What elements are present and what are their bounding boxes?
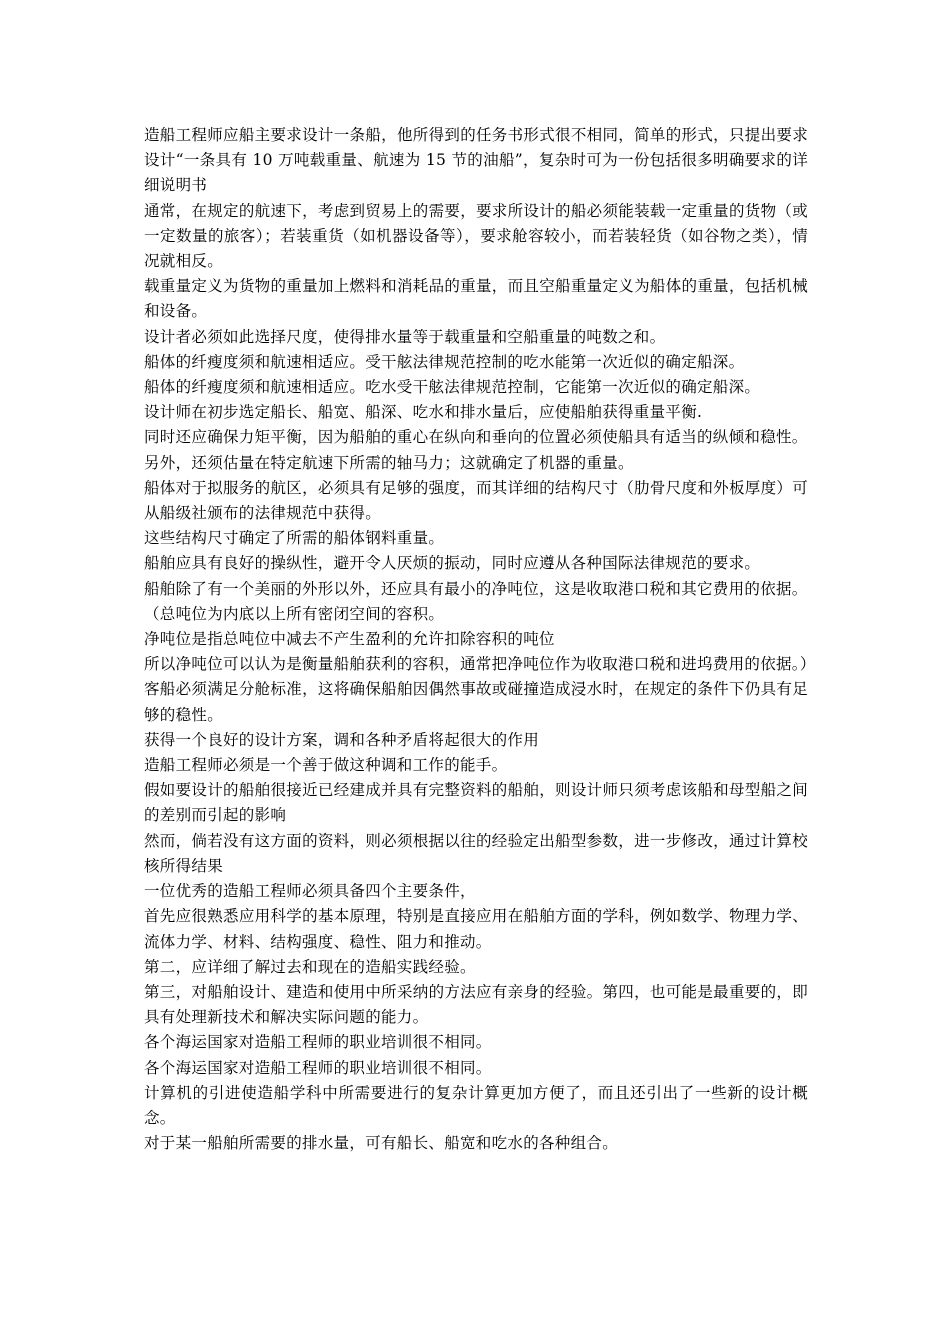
paragraph: 假如要设计的船舶很接近已经建成并具有完整资料的船舶，则设计师只须考虑该船和母型船之间的差别而引起的影响	[144, 781, 808, 825]
paragraph: 第三，对船舶设计、建造和使用中所采纳的方法应有亲身的经验。第四，也可能是最重要的，即具有处理新技术和解决实际问题的能力。	[144, 982, 808, 1027]
paragraph: 对于某一船舶所需要的排水量，可有船长、船宽和吃水的各种组合。	[144, 1134, 619, 1153]
paragraph: 然而，倘若没有这方面的资料，则必须根据以往的经验定出船型参数，进一步修改，通过计算校核所得结果	[144, 831, 808, 875]
paragraph: 一位优秀的造船工程师必须具备四个主要条件，	[144, 882, 476, 901]
paragraph: 各个海运国家对造船工程师的职业培训很不相同。	[144, 1058, 492, 1077]
paragraph: 船舶除了有一个美丽的外形以外，还应具有最小的净吨位，这是收取港口税和其它费用的依据。	[144, 579, 808, 598]
paragraph: 获得一个良好的设计方案，调和各种矛盾将起很大的作用	[144, 730, 540, 749]
paragraph: 船体的纤瘦度须和航速相适应。受干舷法律规范控制的吃水能第一次近似的确定船深。	[144, 352, 745, 371]
paragraph: 造船工程师必须是一个善于做这种调和工作的能手。	[144, 756, 508, 775]
paragraph: 船舶应具有良好的操纵性，避开令人厌烦的振动，同时应遵从各种国际法律规范的要求。	[144, 554, 761, 573]
paragraph: 船体的纤瘦度须和航速相适应。吃水受干舷法律规范控制，它能第一次近似的确定船深。	[144, 378, 761, 397]
paragraph: 设计师在初步选定船长、船宽、船深、吃水和排水量后，应使船舶获得重量平衡.	[144, 403, 703, 422]
paragraph: 同时还应确保力矩平衡，因为船舶的重心在纵向和垂向的位置必须使船具有适当的纵倾和稳性。	[144, 428, 808, 447]
paragraph: 船体对于拟服务的航区，必须具有足够的强度，而其详细的结构尺寸（肋骨尺度和外板厚度）可从船级社颁布的法律规范中获得。	[144, 478, 808, 523]
paragraph: 第二，应详细了解过去和现在的造船实践经验。	[144, 957, 476, 976]
paragraph: 设计者必须如此选择尺度，使得排水量等于载重量和空船重量的吨数之和。	[144, 327, 666, 346]
paragraph: 另外，还须估量在特定航速下所需的轴马力；这就确定了机器的重量。	[144, 453, 634, 472]
paragraph: 计算机的引进使造船学科中所需要进行的复杂计算更加方便了，而且还引出了一些新的设计概念。	[144, 1083, 808, 1127]
paragraph: 净吨位是指总吨位中减去不产生盈利的允许扣除容积的吨位	[144, 630, 555, 649]
paragraph: （总吨位为内底以上所有密闭空间的容积。	[144, 604, 445, 623]
paragraph: 首先应很熟悉应用科学的基本原理，特别是直接应用在船舶方面的学科，例如数学、物理力学、流体力学、材料、结构强度、稳性、阻力和推动。	[144, 907, 808, 951]
paragraph: 各个海运国家对造船工程师的职业培训很不相同。	[144, 1033, 492, 1052]
paragraph: 这些结构尺寸确定了所需的船体钢料重量。	[144, 529, 445, 548]
document-body	[144, 123, 816, 1156]
paragraph: 客船必须满足分舱标准，这将确保船舶因偶然事故或碰撞造成浸水时，在规定的条件下仍具有足够的稳性。	[144, 680, 808, 724]
paragraph: 造船工程师应船主要求设计一条船，他所得到的任务书形式很不相同，简单的形式，只提出要求设计“一条具有 10 万吨载重量、航速为 15 节的油船”，复杂时可为一份包括很多明确要求的详细说明书	[144, 126, 808, 195]
paragraph: 载重量定义为货物的重量加上燃料和消耗品的重量，而且空船重量定义为船体的重量，包括机械和设备。	[144, 277, 808, 321]
paragraph: 通常，在规定的航速下，考虑到贸易上的需要，要求所设计的船必须能装载一定重量的货物（或一定数量的旅客）；若装重货（如机器设备等），要求舱容较小，而若装轻货（如谷物之类），情况就相反。	[144, 201, 808, 271]
paragraph: 所以净吨位可以认为是衡量船舶获利的容积，通常把净吨位作为收取港口税和进坞费用的依据。）	[144, 655, 816, 674]
